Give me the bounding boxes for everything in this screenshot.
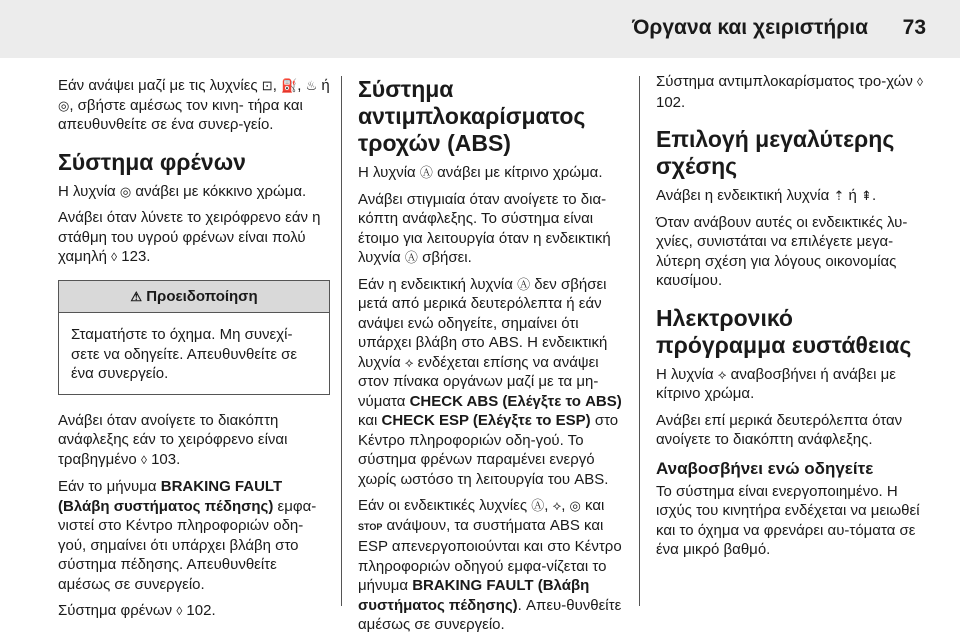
- paragraph: Ανάβει όταν ανοίγετε το διακόπτη ανάφλεξης εάν το χειρόφρενο είναι τραβηγμένο ◊ 103.: [58, 411, 288, 468]
- paragraph: Ανάβει όταν λύνετε το χειρόφρενο εάν η στάθμη του υγρού φρένων είναι πολύ χαμηλή ◊ 123.: [58, 209, 321, 265]
- page-ref-arrow-icon: ◊: [140, 452, 147, 467]
- paragraph: Σύστημα φρένων ◊ 102.: [58, 602, 216, 619]
- brake-icon: ◎: [119, 183, 132, 199]
- paragraph: Το σύστημα είναι ενεργοποιημένο. Η ισχύς του κινητήρα ενδέχεται να μειωθεί και το όχημα να φρενάρει αυ-τόματα σε ένα μικρό βαθμό.: [656, 482, 920, 558]
- abs-icon: Ⓐ: [517, 276, 531, 292]
- paragraph: Ανάβει η ενδεικτική λυχνία ⇡ ή ⇞.: [656, 187, 877, 204]
- paragraph: Η λυχνία ◎ ανάβει με κόκκινο χρώμα.: [58, 182, 307, 200]
- section-heading: Ηλεκτρονικό πρόγραμμα ευστάθειας: [656, 304, 912, 358]
- section-heading: Επιλογή μεγαλύτερης σχέσης: [656, 126, 895, 179]
- engine-icon: ⊡: [261, 78, 273, 93]
- warning-triangle-icon: ⚠: [130, 288, 143, 304]
- column-2: [358, 76, 622, 642]
- section-heading: Σύστημα αντιμπλοκαρίσματος τροχών (ABS): [358, 76, 586, 156]
- page-reference[interactable]: 102.: [186, 602, 216, 619]
- brake-icon: ◎: [58, 97, 70, 113]
- esp-icon: ⟡: [552, 498, 562, 513]
- paragraph: Σύστημα αντιμπλοκαρίσματος τρο-χών ◊ 102.: [656, 73, 923, 111]
- column-3: [656, 72, 924, 567]
- paragraph: Εάν η ενδεικτική λυχνία Ⓐ δεν σβήσει μετά από μερικά δευτερόλεπτα ή εάν ανάψει ενώ οδηγείτε, σημαίνει ότι υπάρχει βλάβη στο ABS. Η ενδεικτική λυχνία ⟡ ενδέχεται επίσης να ανάψει στον πίνακα οργάνων μαζί με τα μη-νύματα CHECK ABS (Ελέγξτε το ABS) και CHECK ESP (Ελέγξτε το ESP) στο Κέντρο πληροφοριών οδη-γού. Το σύστημα φρένων παραμένει ενεργό χωρίς ωστόσο τη λειτουργία του ABS.: [358, 275, 622, 488]
- esp-icon: ⟡: [717, 366, 727, 382]
- upshift-alt-icon: ⇞: [861, 188, 872, 203]
- page-ref-arrow-icon: ◊: [111, 250, 118, 264]
- esp-icon: ⟡: [404, 354, 414, 370]
- paragraph: Όταν ανάβουν αυτές οι ενδεικτικές λυ-χνίες, συνιστάται να επιλέγετε μεγα-λύτερη σχέση για λόγους οικονομίας καυσίμου.: [656, 213, 908, 289]
- page-ref-arrow-icon: ◊: [176, 604, 183, 618]
- page-reference[interactable]: 103.: [151, 450, 181, 468]
- abs-icon: Ⓐ: [531, 498, 545, 513]
- warning-text: Σταματήστε το όχημα. Μη συνεχί-σετε να οδηγείτε. Απευθυνθείτε σε ένα συνεργείο.: [71, 326, 298, 382]
- page-title: Όργανα και χειριστήρια: [632, 16, 868, 39]
- paragraph: Η λυχνία ⟡ αναβοσβήνει ή ανάβει με κίτρινο χρώμα.: [656, 365, 896, 402]
- paragraph: Η λυχνία Ⓐ ανάβει με κίτρινο χρώμα.: [358, 164, 603, 181]
- paragraph: Ανάβει στιγμιαία όταν ανοίγετε το δια-κόπτη ανάφλεξης. Το σύστημα είναι έτοιμο για λειτουργία όταν η ενδεικτική λυχνία Ⓐ σβήσει.: [358, 190, 611, 266]
- page-number: 73: [902, 16, 926, 39]
- paragraph: Ανάβει επί μερικά δευτερόλεπτα όταν ανοίγετε το διακόπτη ανάφλεξης.: [656, 411, 903, 448]
- oil-icon: ⛽: [281, 78, 298, 93]
- coolant-icon: ♨: [305, 78, 318, 93]
- column-divider: [639, 76, 640, 606]
- section-heading: Σύστημα φρένων: [58, 148, 246, 175]
- stop-icon: STOP: [358, 521, 383, 532]
- intro-paragraph: Εάν ανάψει μαζί με τις λυχνίες ⊡, ⛽, ♨ ή ◎, σβήστε αμέσως τον κινη- τήρα και απευθυνθείτε σε ένα συνερ-γείο.: [58, 77, 330, 133]
- page-ref-arrow-icon: ◊: [917, 75, 923, 89]
- column-1: [58, 76, 330, 629]
- column-divider: [341, 76, 342, 606]
- page-reference[interactable]: 123.: [121, 248, 151, 265]
- sub-heading: Αναβοσβήνει ενώ οδηγείτε: [656, 458, 874, 478]
- paragraph: Εάν οι ενδεικτικές λυχνίες Ⓐ, ⟡, ◎ και STOP ανάψουν, τα συστήματα ABS και ESP απενεργοποιούνται και στο Κέντρο πληροφοριών οδηγού εμφα-νίζεται το μήνυμα BRAKING FAULT (Βλάβη συστήματος πέδησης). Απευ-θυνθείτε αμέσως σε συνεργείο.: [358, 497, 622, 633]
- abs-icon: Ⓐ: [404, 250, 418, 265]
- warning-box: [58, 280, 330, 395]
- warning-title: ⚠ Προειδοποίηση: [59, 281, 329, 314]
- page-reference[interactable]: 102.: [656, 93, 686, 111]
- paragraph: Εάν το μήνυμα BRAKING FAULT (Βλάβη συστήματος πέδησης) εμφα-νιστεί στο Κέντρο πληροφοριών οδη-γού, σημαίνει ότι υπάρχει βλάβη στο σύστημα πέδησης. Απευθυνθείτε αμέσως σε συνεργείο.: [58, 478, 317, 593]
- upshift-icon: ⇡: [833, 188, 845, 203]
- brake-icon: ◎: [569, 498, 581, 513]
- abs-icon: Ⓐ: [419, 165, 433, 180]
